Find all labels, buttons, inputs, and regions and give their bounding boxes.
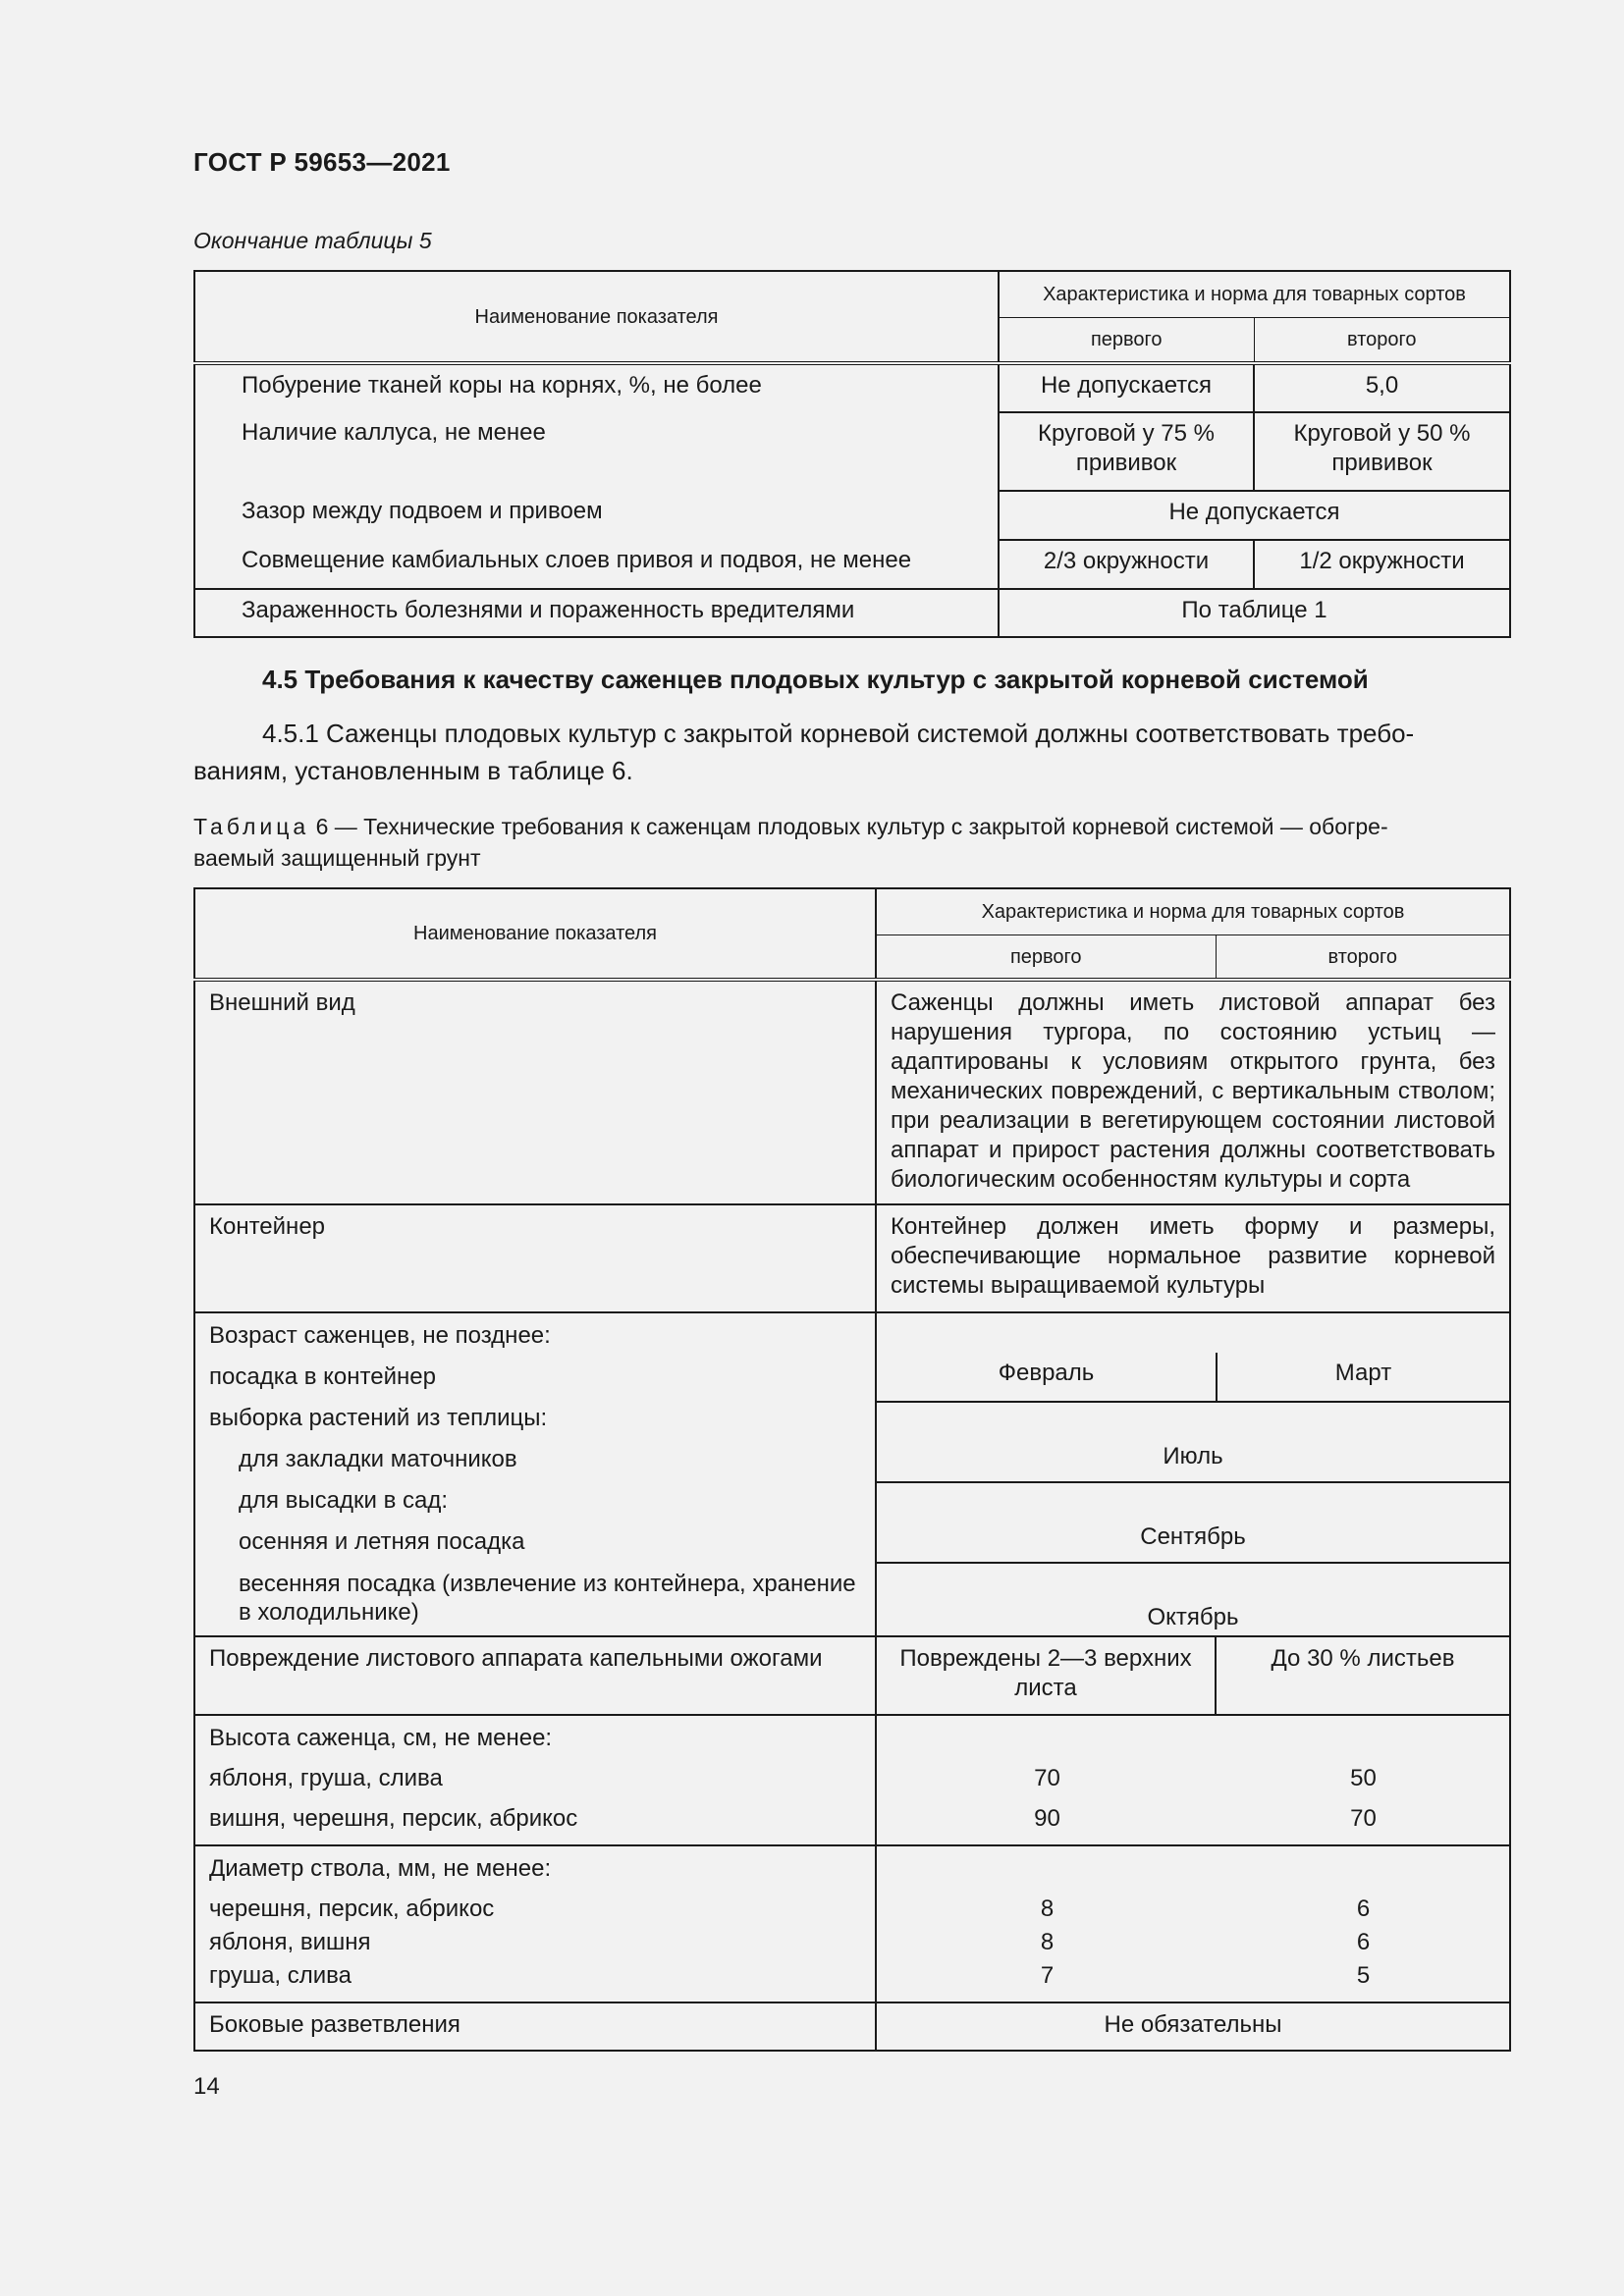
table-row (194, 540, 1510, 589)
t6-diameter-row: черешня, персик, абрикос (209, 1896, 495, 1922)
t5-header-first: первого (999, 318, 1254, 364)
t6-age-title: Возраст саженцев, не позднее: (209, 1322, 551, 1349)
t6-diameter-second: 6 (1356, 1896, 1371, 1922)
table6-caption-text-cont: ваемый защищенный грунт (193, 845, 481, 871)
t6-age-planting-first: Февраль (877, 1353, 1218, 1401)
t6-height-row: вишня, черешня, персик, абрикос (209, 1805, 578, 1832)
t5-row-first: 2/3 окружности (999, 540, 1254, 589)
page-number: 14 (193, 2073, 220, 2100)
paragraph-line: 4.5.1 Саженцы плодовых культур с закрытой корневой системой должны соответствовать требо- (262, 719, 1415, 748)
t6-height-title: Высота саженца, см, не менее: (209, 1725, 553, 1751)
t6-branches-name: Боковые разветвления (194, 2002, 876, 2051)
table-5 (193, 270, 1511, 638)
t6-age-autumn: осенняя и летняя посадка (239, 1528, 525, 1555)
table6-caption-text: 6 — Технические требования к саженцам плодовых культур с закрытой корневой системой — обогре- (309, 814, 1388, 839)
t6-age-selection: выборка растений из теплицы: (209, 1405, 548, 1431)
t6-height-first: 70 (1034, 1765, 1060, 1791)
table-row (194, 1845, 1510, 2002)
table-row (194, 1715, 1510, 1845)
table-row (194, 1204, 1510, 1312)
t6-height-second: 70 (1350, 1805, 1377, 1832)
t6-header-name: Наименование показателя (194, 888, 876, 980)
table6-caption-label: Таблица (193, 814, 310, 839)
table-row (194, 2002, 1510, 2051)
t5-row-name: Побурение тканей коры на корнях, %, не более (194, 363, 999, 412)
table-row (194, 363, 1510, 412)
t6-height-second: 50 (1350, 1765, 1377, 1791)
t5-row-second: 1/2 окружности (1299, 548, 1465, 574)
t6-height-names (194, 1715, 876, 1845)
t6-header-second: второго (1216, 935, 1510, 981)
t5-row-name: Зараженность болезнями и пораженность вредителями (194, 589, 999, 637)
t6-diameter-names (194, 1845, 876, 2002)
t5-row-merged: По таблице 1 (999, 589, 1510, 637)
t6-diameter-row: груша, слива (209, 1962, 352, 1989)
t6-diameter-first: 8 (1040, 1929, 1055, 1955)
t6-container-value: Контейнер должен иметь форму и размеры, обеспечивающие нормальное развитие корневой системы выращиваемой культуры (876, 1204, 1510, 1312)
t5-header-name: Наименование показателя (194, 271, 999, 363)
t6-diameter-second: 5 (1356, 1962, 1371, 1989)
t6-age-mother: для закладки маточников (239, 1446, 517, 1472)
t5-row-first: Не допускается (999, 363, 1254, 412)
t6-diameter-first: 8 (1040, 1896, 1055, 1922)
t6-diameter-title: Диаметр ствола, мм, не менее: (209, 1855, 552, 1882)
t6-damage-name: Повреждение листового аппарата капельными ожогами (194, 1636, 876, 1715)
table6-caption (193, 811, 1509, 874)
table-row (194, 1312, 1510, 1636)
t6-header-group: Характеристика и норма для товарных сортов (876, 888, 1510, 935)
t6-diameter-second: 6 (1356, 1929, 1371, 1955)
t5-row-first: Круговой у 75 % прививок (999, 412, 1254, 491)
table-row (194, 491, 1510, 540)
t6-diameter-first: 7 (1040, 1962, 1055, 1989)
t6-age-mother-value: Июль (877, 1403, 1509, 1483)
t6-age-spring-value: Октябрь (1147, 1604, 1239, 1630)
t6-age-planting: посадка в контейнер (209, 1363, 436, 1390)
t6-age-spring: весенняя посадка (извлечение из контейнера, хранение в холодильнике) (239, 1571, 856, 1626)
t6-branches-value: Не обязательны (1104, 2011, 1282, 2038)
t6-height-row: яблоня, груша, слива (209, 1765, 443, 1791)
t6-height-values (876, 1715, 1510, 1845)
t6-age-planting-second: Март (1334, 1360, 1392, 1386)
t5-row-merged: Не допускается (999, 491, 1510, 540)
t6-appearance-value: Саженцы должны иметь листовой аппарат без нарушения тургора, по состоянию устьиц — адаптированы к условиям открытого грунта, без механических повреждений, с вертикальным стволом; при реализации в вегетирующем состоянии листовой аппарат и прирост растения должны соответствовать биологическим особенностям культуры и сорта (876, 980, 1510, 1204)
t6-age-autumn-value: Сентябрь (877, 1483, 1509, 1564)
table-row (194, 980, 1510, 1204)
t6-diameter-row: яблоня, вишня (209, 1929, 371, 1955)
t6-appearance-name: Внешний вид (194, 980, 876, 1204)
document-header: ГОСТ Р 59653—2021 (193, 147, 451, 177)
t5-row-name: Зазор между подвоем и привоем (194, 491, 999, 540)
t6-height-first: 90 (1034, 1805, 1060, 1832)
t6-age-values (876, 1312, 1510, 1636)
t5-header-group: Характеристика и норма для товарных сортов (999, 271, 1510, 318)
section-heading: 4.5 Требования к качеству саженцев плодовых культур с закрытой корневой системой (262, 665, 1369, 694)
t5-row-name: Наличие каллуса, не менее (194, 412, 999, 491)
t6-age-names (194, 1312, 876, 1636)
t6-damage-second: До 30 % листьев (1216, 1636, 1510, 1715)
t5-row-name: Совмещение камбиальных слоев привоя и подвоя, не менее (194, 540, 999, 589)
t5-row-second: Круговой у 50 % прививок (1254, 412, 1510, 491)
table-row (194, 412, 1510, 491)
table-row (194, 1636, 1510, 1715)
t6-damage-first: Повреждены 2—3 верхних листа (876, 1636, 1216, 1715)
table5-continuation-caption: Окончание таблицы 5 (193, 228, 432, 253)
table-row (194, 589, 1510, 637)
t6-header-first: первого (876, 935, 1216, 981)
t6-age-garden: для высадки в сад: (239, 1487, 449, 1514)
t5-row-second: 5,0 (1254, 363, 1510, 412)
t6-container-name: Контейнер (194, 1204, 876, 1312)
table-6 (193, 887, 1511, 2052)
t6-diameter-values (876, 1845, 1510, 2002)
paragraph-line: ваниям, установленным в таблице 6. (193, 756, 633, 785)
section-paragraph (193, 715, 1509, 789)
t5-header-second: второго (1254, 318, 1510, 364)
